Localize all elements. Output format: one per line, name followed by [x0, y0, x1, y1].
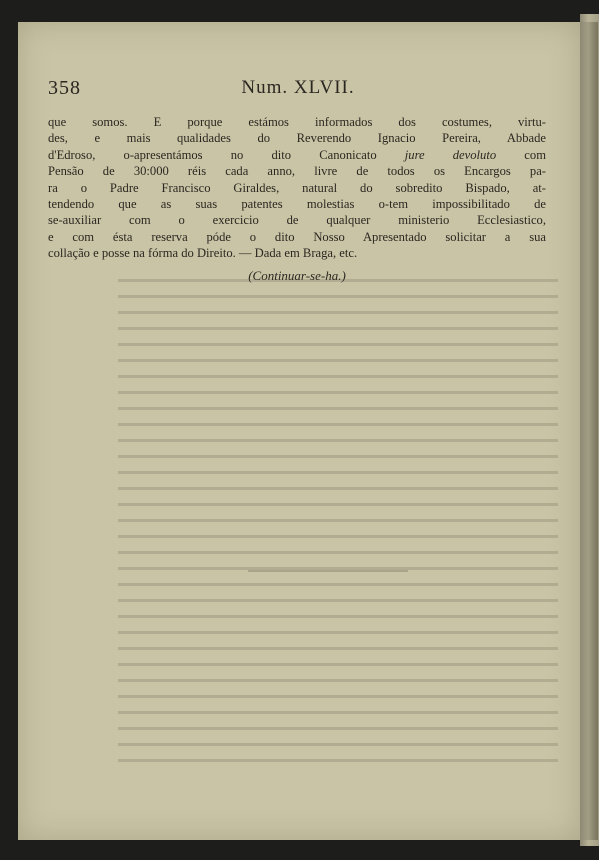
- text-line: e com ésta reserva póde o dito Nosso Apresentado solicitar a sua: [48, 229, 546, 244]
- text-line: se-auxiliar com o exercicio de qualquer ministerio Ecclesiastico,: [48, 213, 546, 228]
- text-fragment: com: [496, 147, 546, 162]
- gutter-shadow: [580, 22, 598, 840]
- show-through-rule: [248, 570, 408, 572]
- text-line: collação e posse na fórma do Direito. — Dada em Braga, etc.: [48, 246, 358, 261]
- continuation-note: (Continuar-se-ha.): [248, 268, 346, 283]
- text-line: ra o Padre Francisco Giraldes, natural do sobredito Bispado, at-: [48, 180, 546, 195]
- text-fragment: d'Edroso, o-apresentámos no dito Canonicato: [48, 147, 405, 162]
- page-number: 358: [48, 77, 81, 99]
- text-line: que somos. E porque estámos informados dos costumes, virtu-: [48, 115, 546, 129]
- body-text: [48, 114, 546, 262]
- text-line: Pensão de 30:000 réis cada anno, livre de todos os Encargos pa-: [48, 164, 546, 179]
- show-through-text: [118, 270, 558, 770]
- italic-phrase: jure devoluto: [404, 147, 497, 162]
- issue-number: Num. XLVII.: [241, 77, 355, 98]
- book-page: [18, 22, 580, 840]
- text-line: tendendo que as suas patentes molestias o-tem impossibilitado de: [48, 197, 546, 212]
- text-line: [48, 147, 546, 163]
- text-line: des, e mais qualidades do Reverendo Ignacio Pereira, Abbade: [48, 131, 546, 146]
- running-header: [48, 77, 548, 107]
